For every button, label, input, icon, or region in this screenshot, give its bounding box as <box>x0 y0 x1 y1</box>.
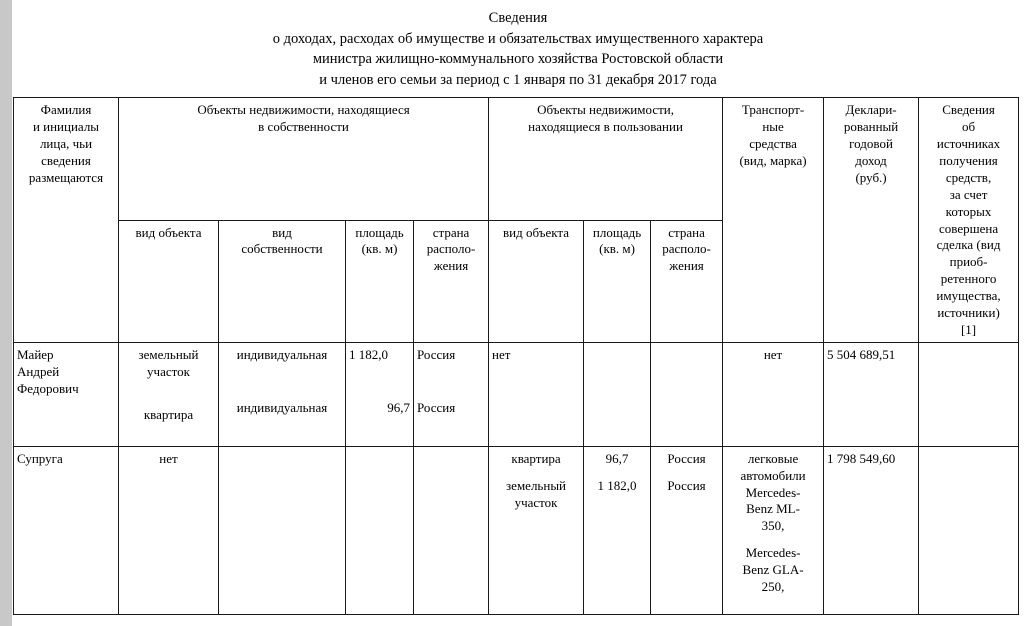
header-used-property: Объекты недвижимости, находящиеся в пользовании <box>489 98 723 220</box>
cell-used-area <box>584 342 651 446</box>
header-income: Деклари- рованный годовой доход (руб.) <box>824 98 919 342</box>
subheader-object-type-owned: вид объекта <box>119 220 219 342</box>
cell-income: 5 504 689,51 <box>824 342 919 446</box>
header-sources: Сведения об источниках получения средств, за счет которых совершена сделка (вид приоб- ретенного имущества, источники) [1] <box>919 98 1019 342</box>
cell-owned-object-type: нет <box>119 446 219 614</box>
title-line-3: министра жилищно-коммунального хозяйства Ростовской области <box>312 51 724 68</box>
cell-transport: нет <box>723 342 824 446</box>
header-owned-property: Объекты недвижимости, находящиеся в собственности <box>119 98 489 220</box>
subheader-ownership-type: вид собственности <box>219 220 346 342</box>
cell-ownership-type: индивидуальная индивидуальная <box>219 342 346 446</box>
header-transport: Транспорт- ные средства (вид, марка) <box>723 98 824 342</box>
cell-transport: легковые автомобили Mercedes- Benz ML- 350, Mercedes- Benz GLA- 250, <box>723 446 824 614</box>
subheader-object-type-used: вид объекта <box>489 220 584 342</box>
table-header-group-row <box>14 98 1019 220</box>
cell-sources <box>919 342 1019 446</box>
cell-used-area: 96,7 1 182,0 <box>584 446 651 614</box>
header-name: Фамилия и инициалы лица, чьи сведения размещаются <box>14 98 119 342</box>
subheader-area-used: площадь (кв. м) <box>584 220 651 342</box>
cell-owned-area <box>346 446 414 614</box>
table-row <box>14 446 1019 614</box>
title-line-4: и членов его семьи за период с 1 января по 31 декабря 2017 года <box>319 71 717 88</box>
subheader-country-used: страна располо- жения <box>651 220 723 342</box>
subheader-country-owned: страна располо- жения <box>414 220 489 342</box>
title-line-1: Сведения <box>488 10 548 26</box>
cell-person-name: Супруга <box>14 446 119 614</box>
title-line-2: о доходах, расходах об имуществе и обязательствах имущественного характера <box>272 30 764 47</box>
cell-ownership-type <box>219 446 346 614</box>
cell-income: 1 798 549,60 <box>824 446 919 614</box>
cell-owned-country <box>414 446 489 614</box>
cell-owned-area: 1 182,0 96,7 <box>346 342 414 446</box>
declaration-table <box>13 97 1019 614</box>
cell-owned-object-type: земельный участок квартира <box>119 342 219 446</box>
cell-used-object-type: квартира земельный участок <box>489 446 584 614</box>
cell-used-country <box>651 342 723 446</box>
document-page <box>12 0 1024 626</box>
cell-used-country: Россия Россия <box>651 446 723 614</box>
cell-used-object-type: нет <box>489 342 584 446</box>
cell-sources <box>919 446 1019 614</box>
document-title <box>12 0 1024 90</box>
cell-owned-country: Россия Россия <box>414 342 489 446</box>
table-row <box>14 342 1019 446</box>
cell-person-name: Майер Андрей Федорович <box>14 342 119 446</box>
subheader-area-owned: площадь (кв. м) <box>346 220 414 342</box>
